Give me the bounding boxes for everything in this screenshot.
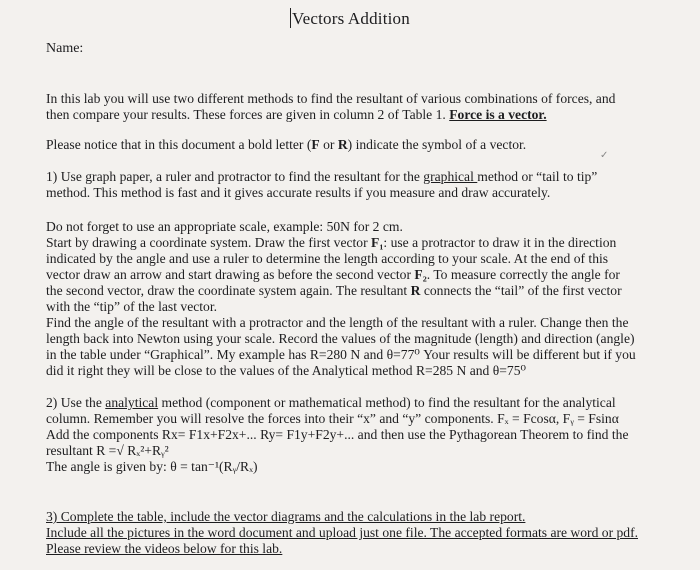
analytical-line-3: Add the components Rx= F1x+F2x+... Ry= F1y+F2y+... and then use the Pythagorean Theorem to find the bbox=[46, 427, 629, 442]
graphical-line-2: method. This method is fast and it gives accurate results if you measure and draw accurately. bbox=[46, 185, 551, 200]
document-title: Vectors Addition bbox=[292, 9, 410, 28]
notice-line: Please notice that in this document a bold letter (F or R) indicate the symbol of a vector. bbox=[46, 137, 527, 152]
steps-line-2: Start by drawing a coordinate system. Draw the first vector F₁: use a protractor to draw it in the direction bbox=[46, 235, 617, 250]
force-is-vector: Force is a vector. bbox=[449, 107, 547, 122]
analytical-line-1: 2) Use the analytical method (component or mathematical method) to find the resultant for the analytical bbox=[46, 395, 616, 410]
graphical-line-1: 1) Use graph paper, a ruler and protractor to find the resultant for the graphical method or “tail to tip” bbox=[46, 169, 598, 184]
complete-line-1: 3) Complete the table, include the vector diagrams and the calculations in the lab report. bbox=[46, 509, 526, 524]
steps-line-1: Do not forget to use an appropriate scale, example: 50N for 2 cm. bbox=[46, 219, 403, 234]
steps-line-4: vector draw an arrow and start drawing as before the second vector F₂. To measure correctly the angle for bbox=[46, 267, 620, 282]
complete-line-3: Please review the videos below for this lab. bbox=[46, 541, 283, 556]
pen-mark: ✓ bbox=[600, 150, 609, 161]
intro-line-2: then compare your results. These forces are given in column 2 of Table 1. Force is a vector. bbox=[46, 107, 547, 122]
intro-line-1: In this lab you will use two different methods to find the resultant of various combinations of forces, and bbox=[46, 91, 616, 106]
steps-line-9: in the table under “Graphical”. My example has R=280 N and θ=77⁰ Your results will be different but if you bbox=[46, 347, 636, 362]
analytical-line-2: column. Remember you will resolve the forces into their “x” and “y” components. Fₓ = Fcosα, Fᵧ = Fsinα bbox=[46, 411, 619, 426]
steps-line-5: the second vector, draw the coordinate system again. The resultant R connects the “tail” of the first vector bbox=[46, 283, 622, 298]
name-label: Name: bbox=[46, 41, 84, 56]
steps-line-3: indicated by the angle and use a ruler to determine the length according to your scale. At the end of this bbox=[46, 251, 609, 266]
analytical-line-5: The angle is given by: θ = tan⁻¹(Rᵧ/Rₓ) bbox=[46, 459, 258, 474]
text-cursor bbox=[290, 8, 291, 28]
steps-line-7: Find the angle of the resultant with a protractor and the length of the resultant with a ruler. Change then the bbox=[46, 315, 629, 330]
complete-line-2: Include all the pictures in the word document and upload just one file. The accepted formats are word or pdf. bbox=[46, 525, 639, 540]
steps-line-10: did it right they will be close to the values of the Analytical method R=285 N and θ=75⁰ bbox=[46, 363, 526, 378]
analytical-line-4: resultant R =√ Rₓ²+Rᵧ² bbox=[46, 443, 169, 458]
steps-line-8: length back into Newton using your scale. Record the values of the magnitude (length) and direction (angle) bbox=[46, 331, 635, 346]
steps-line-6: with the “tip” of the last vector. bbox=[46, 299, 218, 314]
